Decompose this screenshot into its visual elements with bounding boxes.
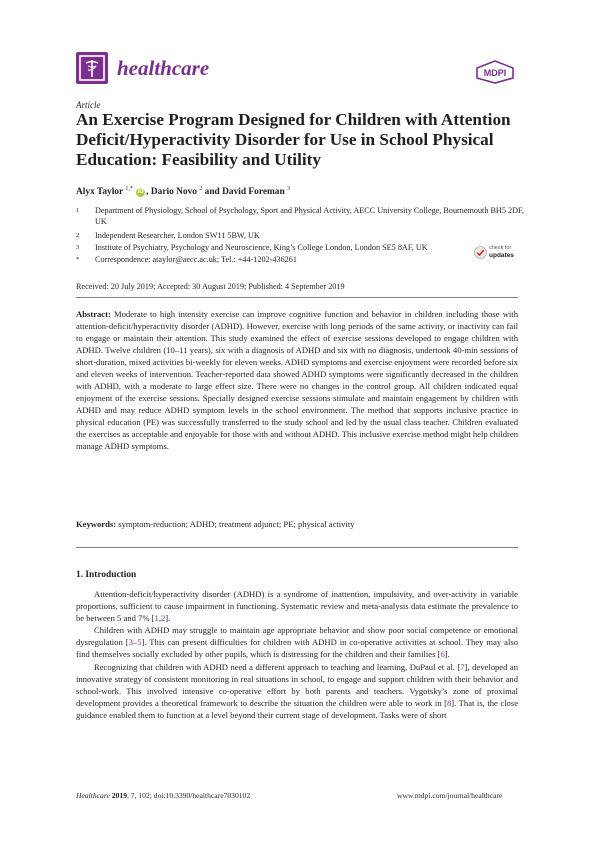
mdpi-logo-text: MDPI [483,68,507,78]
keywords [76,519,518,529]
abstract-label: Abstract: [76,309,111,319]
orcid-icon[interactable]: iD [137,189,144,196]
footer-citation [76,791,250,800]
check-for-updates-button[interactable] [474,244,518,260]
footer-journal: Healthcare [76,791,110,800]
publication-dates: Received: 20 July 2019; Accepted: 30 August 2019; Published: 4 September 2019 [76,282,345,291]
section-body [76,588,518,721]
author-name[interactable]: David Foreman [222,187,285,198]
citation-link[interactable]: 7 [460,661,465,672]
affiliation-text: Independent Researcher, London SW11 5BW, UK [95,231,260,240]
abstract [76,308,518,452]
divider [76,297,518,298]
affiliation-number: 3 [76,244,80,251]
article-type: Article [76,100,101,110]
footer-url[interactable]: www.mdpi.com/journal/healthcare [397,791,503,800]
author-affiliation-marker: 2 [199,186,203,192]
journal-name: healthcare [117,56,210,80]
author-list: Alyx Taylor $^{1,*}$ iD , Dario Novo $^2$ and David Foreman $^3$ [76,186,291,198]
author-affiliation-marker: 1,* [125,186,133,192]
affiliation-number: * [76,256,80,263]
keywords-text: symptom-reduction; ADHD; treatment adjunct; PE; physical activity [118,519,355,529]
author-name[interactable]: Alyx Taylor [76,187,123,198]
citation-link[interactable]: 8 [447,697,452,708]
affiliation-text: Institute of Psychiatry, Psychology and Neuroscience, King’s College London, London SE5 8AF, UK [95,243,428,252]
keywords-label: Keywords: [76,519,117,529]
footer-doi[interactable]: , 7, 102; doi:10.3390/healthcare7030102 [126,791,251,800]
paragraph: Attention-deficit/hyperactivity disorder (ADHD) is a syndrome of inattention, impulsivity, and over-activity in variable proportions, sufficient to cause impairment in functioning. Systematic review and meta-analysis data estimate the prevalence to be between 5 and 7% [1,2]. [76,589,518,624]
check-updates-line1: check for [489,245,512,251]
check-updates-line2: updates [489,252,514,259]
journal-logo-icon [76,52,108,84]
paragraph: Recognizing that children with ADHD need a different approach to teaching and learning, DuPaul et al. [7], developed an innovative strategy of consistent monitoring in real situations in school, to engage and support children with their behavior and school-work. This involved intensive co-operative effort by both parents and teachers. Vygotsky’s zone of proximal development provides a theoretical framework to describe the situation the children were able to work in [8]. That is, the close guidance enabled them to function at a level beyond their current stage of development. Tasks were of short [76,661,519,720]
author-name[interactable]: Dario Novo [150,187,197,198]
footer-year: 2019 [111,791,127,800]
affiliation-number: 2 [76,232,80,239]
author-affiliation-marker: 3 [287,186,291,192]
page-title: An Exercise Program Designed for Children with Attention Deficit/Hyperactivity Disorder for Use in School Physical Education: Feasibility and Utility [76,110,511,169]
mdpi-logo-icon [474,60,516,84]
affiliation-number: 1 [76,207,80,214]
abstract-text: Moderate to high intensity exercise can improve cognitive function and behavior in children including those with attention-deficit/hyperactivity disorder (ADHD). However, exercise with long periods of the same activity, or inactivity can fail to engage or maintain their attention. This study examined the effect of exercise sessions developed to engage children with ADHD. Twelve children (10–11 years), six with a diagnosis of ADHD and six with no diagnosis, undertook 40-min sessions of short-duration, mixed activities bi-weekly for eleven weeks. ADHD symptoms and exercise enjoyment were recorded before six and eleven weeks of intervention. Teacher-reported data showed ADHD symptoms were significantly decreased in the children with ADHD, with a moderate to large effect size. There were no changes in the control group. All children indicated equal enjoyment of the exercise sessions. Specially designed exercise sessions stimulate and maintain engagement by children with ADHD and may reduce ADHD symptom levels in the school environment. The method that supports inclusive practice in physical education (PE) was successfully transferred to the study school and led by the usual class teacher. Children evaluated the exercises as acceptable and enjoyable for those with and without ADHD. This inclusive exercise method might help children manage ADHD symptoms. [76,309,518,451]
section-heading: 1. Introduction [76,570,137,580]
correspondence-text[interactable]: Correspondence: ataylor@aecc.ac.uk; Tel.: +44-1202-436261 [95,255,297,264]
check-updates-icon [474,246,487,259]
citation-link[interactable]: 1 [154,613,159,624]
divider [76,547,518,548]
citation-link[interactable]: 3–5 [128,637,142,648]
citation-link[interactable]: 6 [440,649,445,660]
citation-link[interactable]: 2 [160,613,166,624]
paragraph: Children with ADHD may struggle to maintain age appropriate behavior and show poor social competence or emotional dysregulation [3–5]. This can present difficulties for children with ADHD in co-operative activities at school. They may also find themselves socially excluded by other pupils, which is distressing for the children and their families [6]. [76,625,518,660]
affiliation-text: Department of Physiology, School of Psychology, Sport and Physical Activity, AECC University College, Bournemouth BH5 2DF, UK [95,206,524,226]
